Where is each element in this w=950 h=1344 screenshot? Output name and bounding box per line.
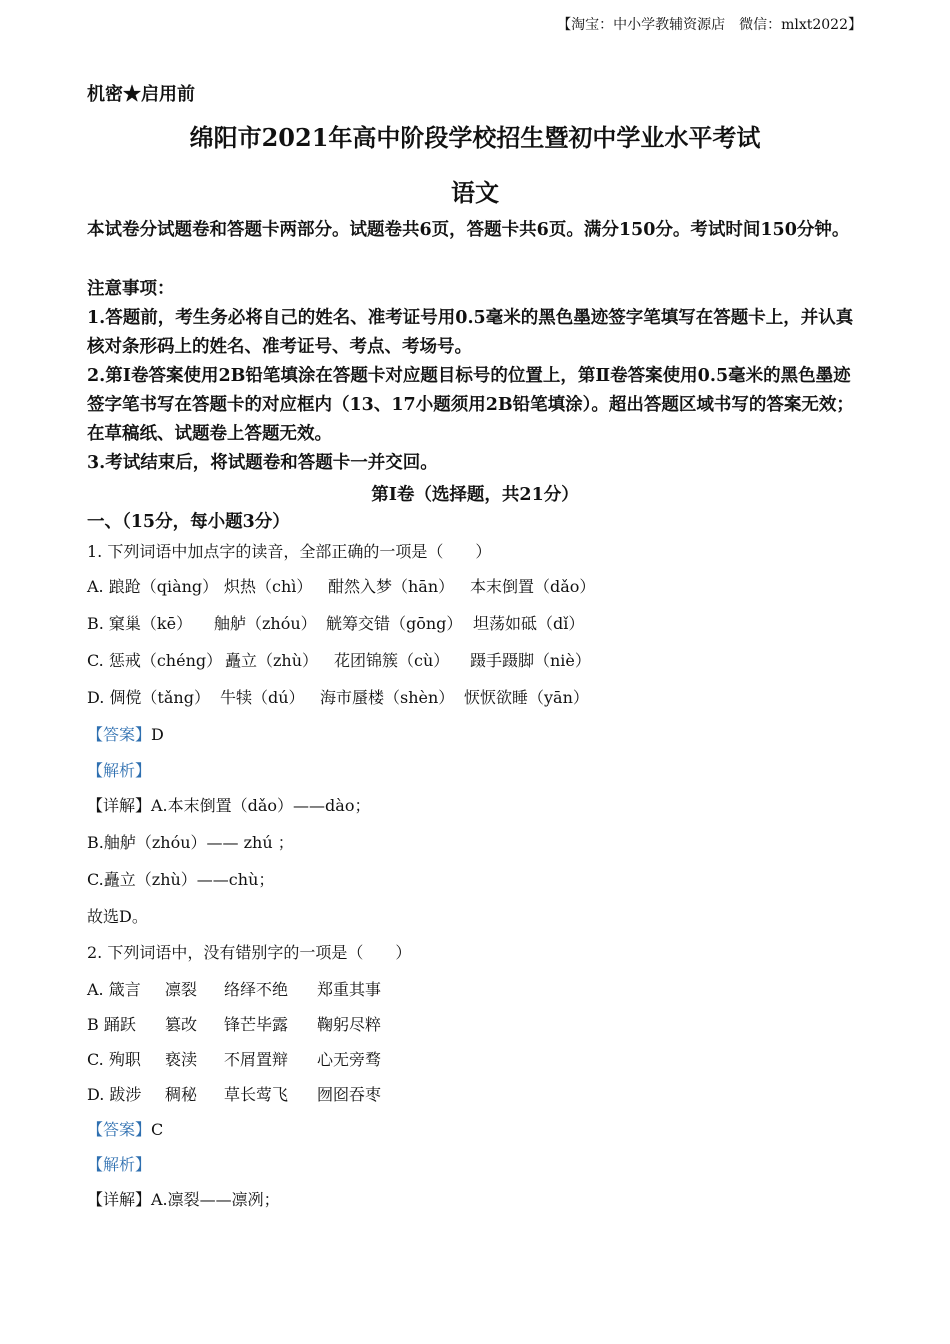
subject-title: 语文 — [451, 178, 499, 207]
option-word: 草长莺飞 — [224, 1085, 289, 1104]
exam-title: 绵阳市2021年高中阶段学校招生暨初中学业水平考试 — [189, 123, 761, 152]
option-word: 牛犊（dú） — [220, 688, 305, 707]
header-note: 【淘宝：中小学教辅资源店 微信：mlxt2022】 — [557, 17, 862, 33]
option-word: A. 踉跄（qiàng） — [87, 577, 219, 596]
option-word: C. 惩戒（chéng） — [87, 651, 223, 670]
option-word: 锋芒毕露 — [224, 1015, 289, 1034]
part-title: 一、（15分，每小题3分） — [87, 512, 290, 532]
option-word: 篡改 — [165, 1015, 198, 1034]
option-word: 海市蜃楼（shèn） — [320, 688, 455, 707]
option-word: B. 窠巢（kē） — [87, 614, 193, 633]
option-word: 不屑置辩 — [224, 1050, 289, 1069]
section-title: 第Ⅰ卷（选择题，共21分） — [371, 485, 579, 505]
option-word: 囫囵吞枣 — [317, 1085, 382, 1104]
q1-detail-line: 故选D。 — [87, 907, 148, 926]
option-word: 蹑手蹑脚（niè） — [470, 651, 591, 670]
option-word: D. 跋涉 — [87, 1085, 142, 1104]
intro-paragraph: 本试卷分试题卷和答题卡两部分。试题卷共6页，答题卡共6页。满分150分。考试时间150分钟。 — [87, 220, 850, 240]
option-word: 坦荡如砥（dǐ） — [473, 614, 585, 633]
option-word: 花团锦簇（cù） — [334, 651, 450, 670]
option-word: 炽热（chì） — [224, 577, 313, 596]
option-word: B 踊跃 — [87, 1015, 136, 1034]
q1-stem: 1. 下列词语中加点字的读音，全部正确的一项是（ ） — [87, 542, 492, 561]
option-word: 矗立（zhù） — [225, 651, 319, 670]
option-word: A. 箴言 — [87, 980, 141, 999]
option-word: D. 倜傥（tǎng） — [87, 688, 210, 707]
q2-analysis-tag: 【解析】 — [87, 1155, 152, 1174]
answer-tag: 【答案】 — [87, 1120, 152, 1139]
option-word: 酣然入梦（hān） — [328, 577, 455, 596]
option-word: 心无旁骛 — [317, 1050, 382, 1069]
q2-answer — [87, 1117, 163, 1140]
option-word: 亵渎 — [165, 1050, 198, 1069]
option-word: 凛裂 — [165, 980, 198, 999]
answer-value: C — [151, 1120, 164, 1139]
option-word: 鞠躬尽粹 — [317, 1015, 382, 1034]
answer-value: D — [151, 725, 164, 744]
option-word: 恹恹欲睡（yān） — [464, 688, 589, 707]
notice-item-1: 1.答题前，考生务必将自己的姓名、准考证号用0.5毫米的黑色墨迹签字笔填写在答题卡上，并认真核对条形码上的姓名、准考证号、考点、考场号。 — [87, 308, 854, 357]
notice-item-3: 3.考试结束后，将试题卷和答题卡一并交回。 — [87, 453, 438, 473]
q1-answer — [87, 722, 164, 745]
q1-analysis-tag: 【解析】 — [87, 761, 152, 780]
notice-title: 注意事项： — [87, 279, 175, 299]
option-word: C. 殉职 — [87, 1050, 141, 1069]
option-word: 络绎不绝 — [224, 980, 289, 999]
notice-item-2: 2.第Ⅰ卷答案使用2B铅笔填涂在答题卡对应题目标号的位置上，第Ⅱ卷答案使用0.5毫米的黑色墨迹签字笔书写在答题卡的对应框内（13、17小题须用2B铅笔填涂）。超出答题区域书写的答案无效；在草稿纸、试题卷上答题无效。 — [87, 366, 854, 444]
answer-tag: 【答案】 — [87, 725, 152, 744]
confidential-label: 机密★启用前 — [87, 84, 195, 105]
q2-stem: 2. 下列词语中，没有错别字的一项是（ ） — [87, 943, 412, 962]
q2-detail-line: 【详解】A.凛裂——凛冽； — [87, 1190, 280, 1209]
q1-detail-line: B.舳舻（zhóu）—— zhú ； — [87, 833, 294, 852]
option-word: 稠秘 — [165, 1085, 198, 1104]
q1-detail-line: 【详解】A.本末倒置（dǎo）——dào； — [87, 796, 371, 815]
option-word: 觥筹交错（gōng） — [326, 614, 463, 633]
option-word: 舳舻（zhóu） — [214, 614, 317, 633]
q1-detail-line: C.矗立（zhù）——chù； — [87, 870, 275, 889]
option-word: 本末倒置（dǎo） — [470, 577, 596, 596]
option-word: 郑重其事 — [317, 980, 382, 999]
